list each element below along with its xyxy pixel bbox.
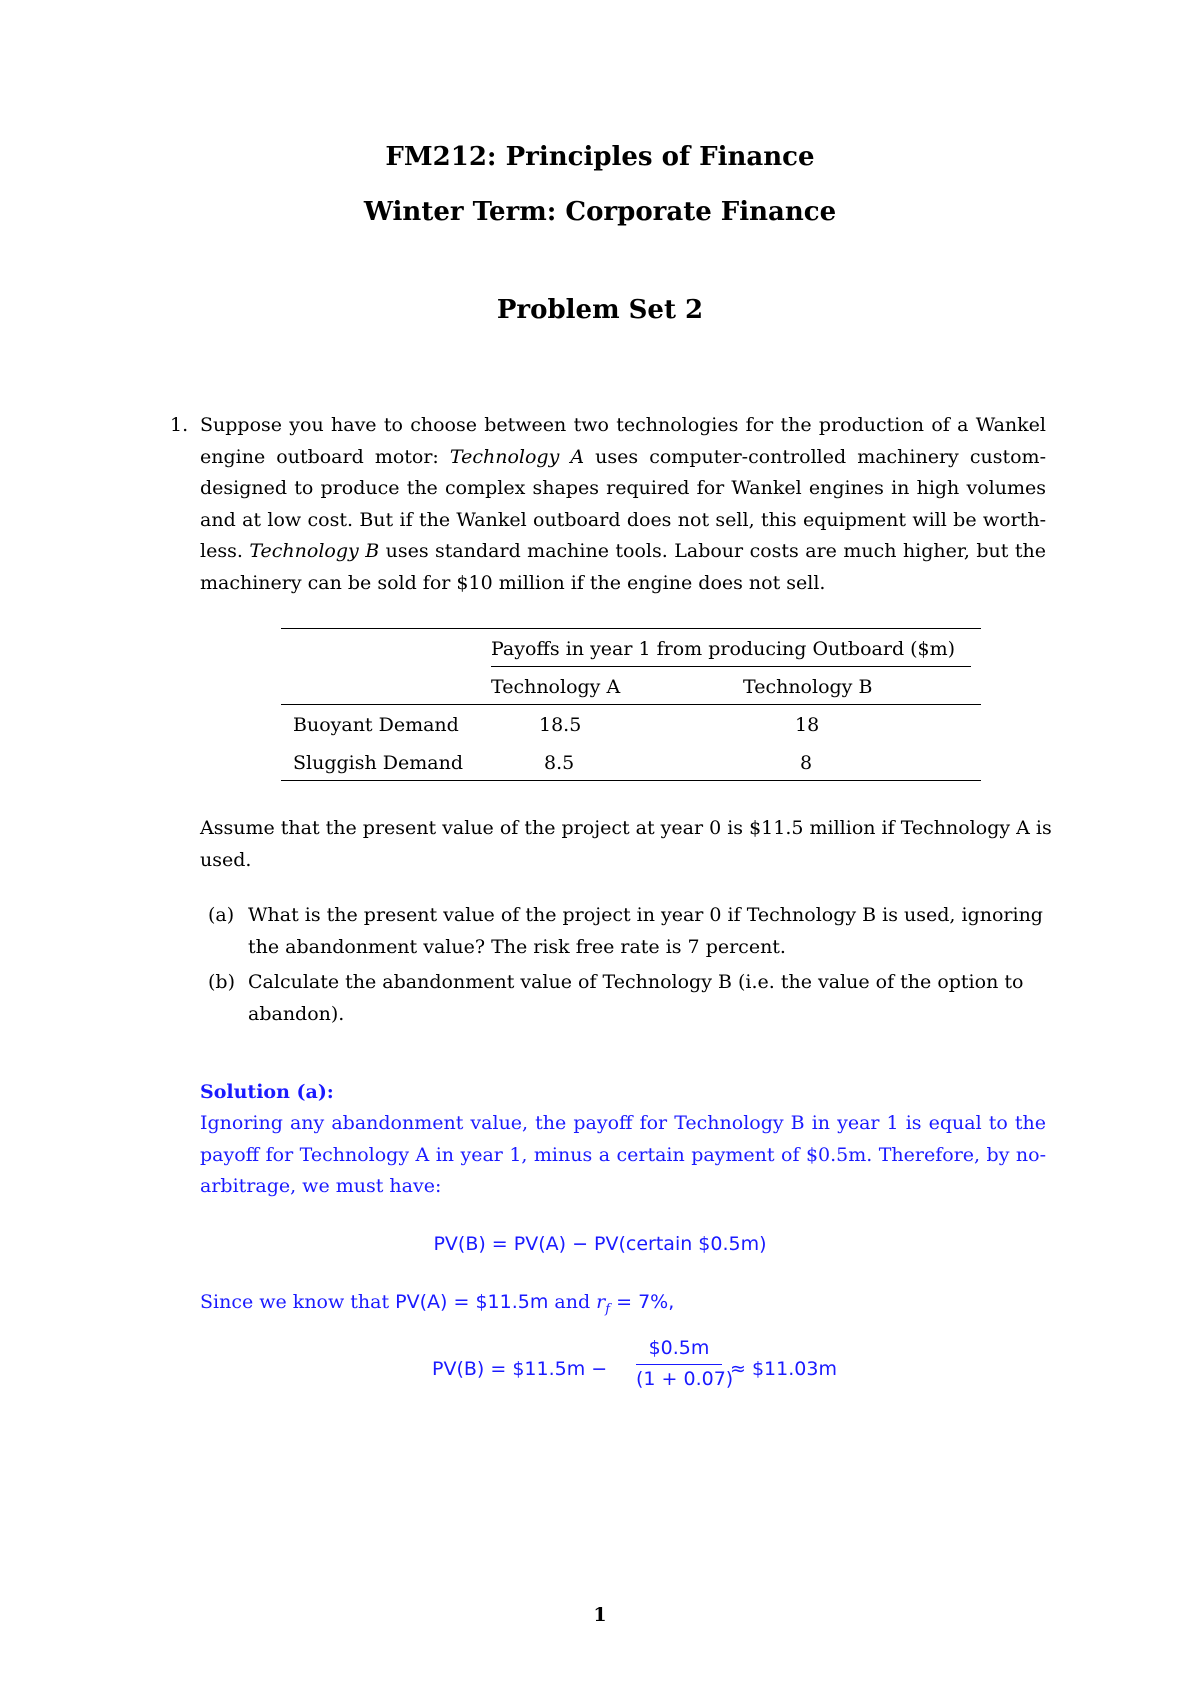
part-b-marker: (b) bbox=[208, 971, 235, 993]
course-title: FM212: Principles of Finance bbox=[385, 142, 815, 172]
question-line: engine outboard motor: Technology A uses computer-controlled machinery custom- bbox=[200, 445, 1046, 468]
fraction-bar bbox=[636, 1364, 722, 1365]
table-cell: 8 bbox=[800, 752, 813, 774]
question-line: Suppose you have to choose between two technologies for the production of a Wankel bbox=[200, 414, 1046, 436]
assumption-paragraph: Assume that the present value of the project at year 0 is $11.5 million if Technology A is used. bbox=[200, 817, 1052, 871]
part-b: (b) Calculate the abandonment value of Technology B (i.e. the value of the option to abandon). bbox=[248, 967, 1046, 1030]
question-line: designed to produce the complex shapes required for Wankel engines in high volumes bbox=[200, 477, 1046, 499]
question-line: and at low cost. But if the Wankel outboard does not sell, this equipment will be worth- bbox=[200, 508, 1046, 531]
payoff-table bbox=[281, 628, 981, 784]
table-cell: 18 bbox=[795, 714, 820, 736]
table-top-rule bbox=[281, 628, 981, 629]
table-span-header: Payoffs in year 1 from producing Outboard ($m) bbox=[491, 638, 956, 660]
part-a: (a) What is the present value of the project in year 0 if Technology B is used, ignoring the abandonment value? The risk free rate is 7 percent. bbox=[248, 900, 1046, 963]
solution-paragraph: Ignoring any abandonment value, the payoff for Technology B in year 1 is equal to the payoff for Technology A in year 1, minus a certain payment of $0.5m. Therefore, by no- arbitrage, we must have: bbox=[200, 1112, 1046, 1197]
equation-lhs: PV(B) = $11.5m − bbox=[432, 1358, 608, 1380]
problem-set-title: Problem Set 2 bbox=[496, 295, 704, 325]
page-number: 1 bbox=[593, 1604, 607, 1626]
table-row-label: Sluggish Demand bbox=[293, 752, 463, 774]
table-cell: 18.5 bbox=[539, 714, 582, 736]
equation-result: ≈ $11.03m bbox=[730, 1358, 837, 1380]
table-mid-rule bbox=[281, 704, 981, 705]
fraction-numerator: $0.5m bbox=[648, 1337, 710, 1359]
equation-fraction bbox=[636, 1336, 734, 1391]
solution-since-line: Since we know that PV(A) = $11.5m and $r_f = 7\%$, bbox=[200, 1291, 675, 1317]
table-cell: 8.5 bbox=[544, 752, 575, 774]
question-line: less. Technology B uses standard machine tools. Labour costs are much higher, but the bbox=[200, 540, 1046, 562]
question-1 bbox=[170, 410, 1046, 599]
solution-heading: Solution (a): bbox=[200, 1081, 334, 1103]
table-row-label: Buoyant Demand bbox=[293, 714, 459, 736]
fraction-denominator: (1 + 0.07) bbox=[636, 1368, 734, 1390]
technology-a-term: Technology A bbox=[449, 445, 585, 468]
table-header-technology-b: Technology B bbox=[743, 676, 873, 698]
question-line: machinery can be sold for $10 million if the engine does not sell. bbox=[200, 571, 826, 594]
equation-no-arbitrage: PV(B) = PV(A) − PV(certain $0.5m) bbox=[433, 1233, 767, 1255]
table-bottom-rule bbox=[281, 780, 981, 781]
table-span-rule bbox=[491, 666, 971, 667]
technology-b-term: Technology B bbox=[249, 540, 380, 562]
term-title: Winter Term: Corporate Finance bbox=[363, 197, 837, 227]
table-header-technology-a: Technology A bbox=[491, 676, 621, 698]
question-number: 1. bbox=[170, 414, 189, 436]
part-a-marker: (a) bbox=[208, 904, 235, 926]
